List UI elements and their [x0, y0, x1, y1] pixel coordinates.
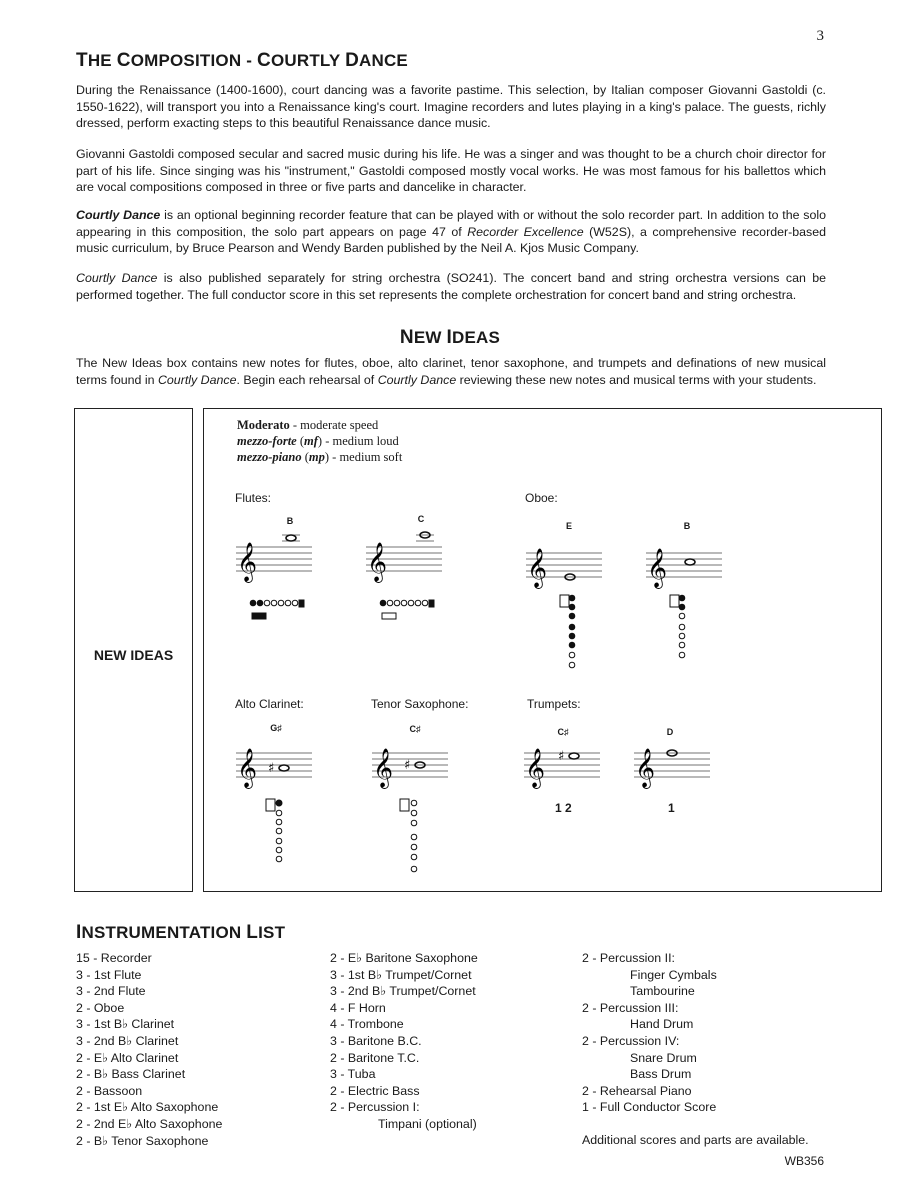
instrumentation-column-1	[76, 950, 222, 1149]
note-label-flute-b: B	[286, 516, 294, 526]
alto-clarinet-fingering	[264, 797, 294, 873]
list-item: 2 - 1st E♭ Alto Saxophone	[76, 1100, 219, 1115]
list-item: 2 - Percussion I:	[330, 1100, 420, 1115]
list-item: 2 - Baritone T.C.	[330, 1050, 420, 1065]
flute-b-staff	[234, 529, 314, 589]
oboe-e-staff	[524, 535, 604, 595]
svg-text:𝄞: 𝄞	[373, 748, 394, 788]
paragraph-string-orchestra: Courtly Dance is also published separately for string orchestra (SO241). The concert band and string orchestra versions can be performed together. The full conductor score in this set represents the complete orchestration for concert band and string orchestra.	[76, 271, 826, 302]
svg-text:𝄞: 𝄞	[237, 748, 258, 788]
note-label-oboe-e: E	[565, 521, 572, 531]
list-item: 15 - Recorder	[76, 951, 152, 965]
list-item: 2 - E♭ Alto Clarinet	[76, 1050, 179, 1065]
svg-text:♯: ♯	[404, 758, 411, 773]
note-label-oboe-b: B	[683, 521, 691, 531]
list-subitem: Timpani (optional)	[378, 1116, 477, 1131]
instrumentation-column-3	[582, 950, 717, 1116]
list-item: 3 - 1st B♭ Clarinet	[76, 1017, 175, 1032]
svg-text:𝄞: 𝄞	[647, 548, 668, 588]
term-moderato: Moderato - moderate speed	[237, 418, 379, 432]
note-label-flute-c: C	[417, 514, 425, 524]
trumpet-2-staff	[632, 735, 712, 795]
note-label-alto-clarinet: G♯	[270, 723, 282, 733]
flute-c-staff	[364, 529, 444, 589]
list-item: 4 - F Horn	[330, 1000, 386, 1015]
paragraph-renaissance: During the Renaissance (1400-1600), court dancing was a favorite pastime. This selection, by Italian composer Giovanni Gastoldi (c. 1550-1622), will transport you into a Renaissance king's court. Imagine recorders and lutes playing in a king's palace. The guests, richly dressed, perform exacting steps to this beautiful Renaissance dance music.	[76, 83, 826, 130]
tenor-sax-fingering	[398, 797, 428, 885]
label-tenor-saxophone: Tenor Saxophone:	[371, 697, 469, 711]
new-ideas-content-box	[203, 408, 882, 892]
list-item: 2 - Percussion III:	[582, 1000, 679, 1015]
list-item: 2 - Electric Bass	[330, 1083, 420, 1098]
list-item: 2 - 2nd E♭ Alto Saxophone	[76, 1116, 223, 1131]
availability-note: Additional scores and parts are available.	[582, 1133, 809, 1147]
list-item: 3 - Tuba	[330, 1067, 376, 1082]
svg-text:♯: ♯	[268, 761, 275, 776]
list-item: 3 - 2nd Flute	[76, 984, 146, 999]
list-subitem: Tambourine	[630, 984, 695, 999]
trumpet-1-valves: 1 2	[555, 801, 572, 815]
list-item: 2 - E♭ Baritone Saxophone	[330, 951, 478, 965]
note-label-trumpet-1: C♯	[557, 727, 569, 737]
list-subitem: Bass Drum	[630, 1067, 692, 1082]
list-item: 1 - Full Conductor Score	[582, 1100, 717, 1115]
new-ideas-label-box	[74, 408, 193, 892]
list-item: 2 - B♭ Bass Clarinet	[76, 1067, 186, 1082]
trumpet-1-staff	[522, 735, 602, 795]
label-trumpets: Trumpets:	[527, 697, 581, 711]
list-item: 2 - Bassoon	[76, 1083, 143, 1098]
flute-c-fingering	[379, 597, 459, 623]
note-label-tenor-sax: C♯	[409, 724, 421, 734]
list-item: 3 - 1st Flute	[76, 967, 142, 982]
trumpet-2-valves: 1	[668, 801, 675, 815]
list-subitem: Snare Drum	[630, 1050, 697, 1065]
svg-text:𝄞: 𝄞	[525, 748, 546, 788]
svg-text:𝄞: 𝄞	[635, 748, 656, 788]
label-flutes: Flutes:	[235, 491, 272, 505]
paragraph-new-ideas: The New Ideas box contains new notes for flutes, oboe, alto clarinet, tenor saxophone, and trumpets and definations of new musical terms found in Courtly Dance. Begin each rehearsal of Courtly Dance reviewing these new notes and musical terms with your students.	[76, 356, 826, 387]
svg-text:♯: ♯	[558, 749, 565, 764]
list-item: 2 - Percussion II:	[582, 951, 675, 965]
list-item: 3 - 2nd B♭ Trumpet/Cornet	[330, 984, 476, 999]
list-item: 2 - Percussion IV:	[582, 1033, 680, 1048]
catalog-code: WB356	[784, 1154, 824, 1168]
oboe-b-staff	[644, 535, 724, 595]
new-ideas-label: NEW IDEAS	[93, 647, 174, 663]
term-mezzo-piano: mezzo-piano (mp) - medium soft	[237, 450, 403, 464]
instrumentation-heading: INSTRUMENTATION LIST	[76, 922, 286, 943]
list-item: 2 - B♭ Tenor Saxophone	[76, 1133, 209, 1148]
list-item: 3 - 2nd B♭ Clarinet	[76, 1033, 179, 1048]
alto-clarinet-staff	[234, 735, 314, 795]
page-number: 3	[816, 28, 824, 44]
instrumentation-column-2	[330, 950, 478, 1133]
list-subitem: Hand Drum	[630, 1017, 694, 1032]
list-item: 3 - Baritone B.C.	[330, 1033, 422, 1048]
list-item: 4 - Trombone	[330, 1017, 404, 1032]
svg-text:𝄞: 𝄞	[237, 542, 258, 582]
list-item: 2 - Rehearsal Piano	[582, 1083, 692, 1098]
new-ideas-heading: NEW IDEAS	[399, 327, 501, 348]
svg-text:𝄞: 𝄞	[367, 542, 388, 582]
composition-heading: THE COMPOSITION - COURTLY DANCE	[76, 50, 408, 71]
list-subitem: Finger Cymbals	[630, 967, 717, 982]
note-label-trumpet-2: D	[666, 727, 674, 737]
paragraph-gastoldi: Giovanni Gastoldi composed secular and sacred music during his life. He was a singer and was thought to be a church choir director for part of his life. Since singing was his "instrument," Gastoldi composed mostly vocal works. He was most famous for his ballettos which are vocal compositions composed in three or five parts and dancelike in character.	[76, 147, 826, 194]
term-mezzo-forte: mezzo-forte (mf) - medium loud	[237, 434, 399, 448]
oboe-b-fingering	[668, 593, 692, 675]
list-item: 3 - 1st B♭ Trumpet/Cornet	[330, 967, 472, 982]
tenor-sax-staff	[370, 735, 450, 795]
svg-text:𝄞: 𝄞	[527, 548, 548, 588]
list-item: 2 - Oboe	[76, 1000, 125, 1015]
label-alto-clarinet: Alto Clarinet:	[235, 697, 304, 711]
flute-b-fingering	[249, 597, 329, 623]
oboe-e-fingering	[558, 593, 582, 675]
paragraph-recorder-feature: Courtly Dance is an optional beginning recorder feature that can be played with or without the solo recorder part. In addition to the solo appearing in this composition, the solo part appears on page 47 of Recorder Excellence (W52S), a comprehensive recorder-based music curriculum, by Bruce Pearson and Wendy Barden published by the Neil A. Kjos Music Company.	[76, 208, 826, 255]
label-oboe: Oboe:	[525, 491, 558, 505]
